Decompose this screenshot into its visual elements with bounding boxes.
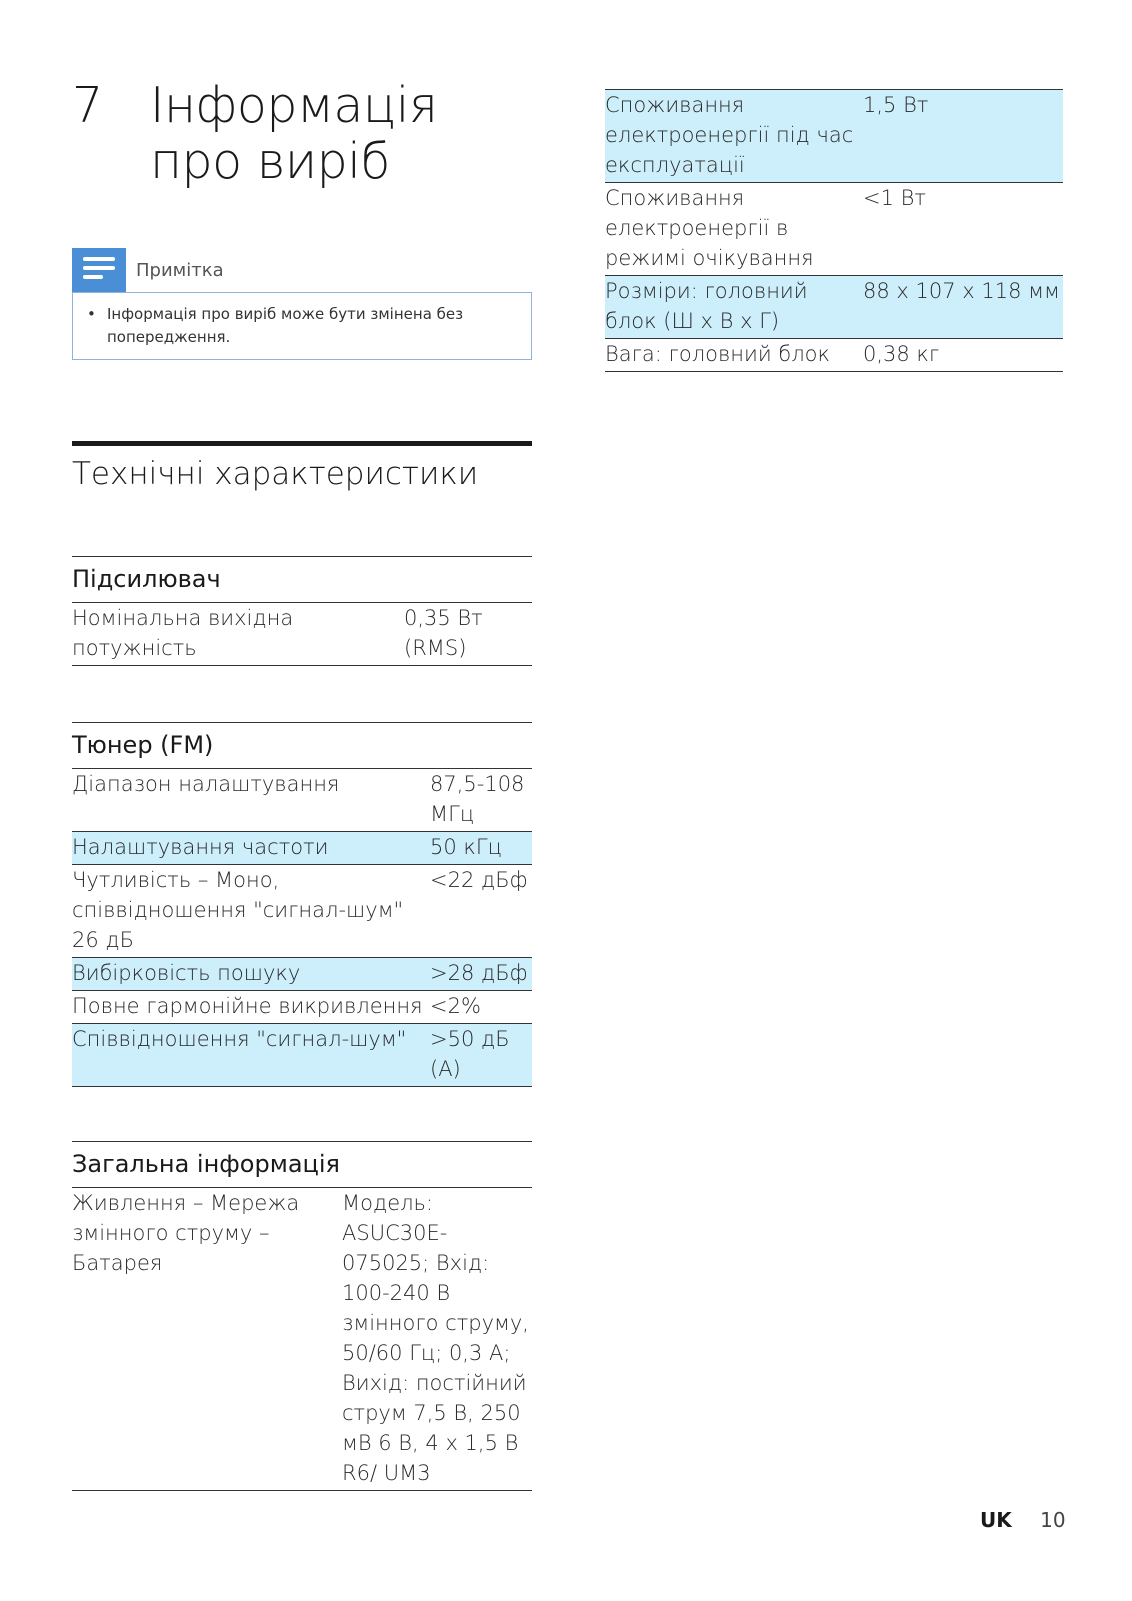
tuner-title: Тюнер (FM) <box>72 722 532 769</box>
spec-value: 50 кГц <box>430 835 502 859</box>
amplifier-section <box>72 556 532 666</box>
tuner-section <box>72 722 532 1087</box>
spec-label: Чутливість – Моно, співвідношення "сигнал-шум" 26 дБ <box>72 868 404 952</box>
table-row <box>72 832 532 865</box>
spec-label: Вага: головний блок <box>605 342 830 366</box>
spec-value: <2% <box>430 994 481 1018</box>
spec-value: 0,38 кг <box>863 342 940 366</box>
spec-label: Споживання електроенергії під час експлуатації <box>605 93 854 177</box>
spec-label: Вибірковість пошуку <box>72 961 301 985</box>
table-row <box>605 339 1063 372</box>
spec-label: Живлення – Мережа змінного струму – Батарея <box>72 1191 300 1275</box>
amplifier-title: Підсилювач <box>72 556 532 603</box>
note-content <box>72 292 532 360</box>
table-row <box>605 276 1063 339</box>
note-bullet-item <box>87 303 517 349</box>
spec-value: 88 x 107 x 118 мм <box>863 279 1060 303</box>
spec-label: Розміри: головний блок (Ш x В x Г) <box>605 279 808 333</box>
page-number: 10 <box>1040 1508 1066 1532</box>
table-row <box>605 183 1063 276</box>
spec-value: >28 дБф <box>430 961 528 985</box>
spec-value: <1 Вт <box>863 186 926 210</box>
table-row <box>72 865 532 958</box>
spec-label: Діапазон налаштування <box>72 772 340 796</box>
spec-value: <22 дБф <box>430 868 528 892</box>
spec-label: Номінальна вихідна потужність <box>72 606 294 660</box>
spec-label: Споживання електроенергії в режимі очікування <box>605 186 814 270</box>
general-title: Загальна інформація <box>72 1141 532 1188</box>
spec-label: Співвідношення "сигнал-шум" <box>72 1027 407 1051</box>
chapter-number: 7 <box>72 77 104 134</box>
note-header <box>72 248 532 292</box>
spec-section-title: Технічні характеристики <box>72 441 532 492</box>
bullet-icon: • <box>87 305 96 323</box>
spec-value: >50 дБ (A) <box>430 1027 510 1081</box>
note-box <box>72 248 532 360</box>
spec-value: 1,5 Вт <box>863 93 929 117</box>
spec-label: Налаштування частоти <box>72 835 329 859</box>
table-row <box>605 90 1063 183</box>
note-icon <box>72 248 126 292</box>
table-row <box>72 958 532 991</box>
table-row <box>72 1024 532 1087</box>
general-section <box>72 1141 532 1491</box>
note-text: Інформація про виріб може бути змінена без попередження. <box>107 305 464 346</box>
table-row <box>72 1188 532 1491</box>
note-label: Примітка <box>136 260 224 281</box>
power-dimensions-table <box>605 89 1063 372</box>
spec-value: Модель: ASUC30E-075025; Вхід: 100-240 В змінного струму, 50/60 Гц; 0,3 A; Вихід: постійний струм 7,5 В, 250 мВ 6 В, 4 x 1,5 В R6/ UM3 <box>342 1191 529 1485</box>
spec-label: Повне гармонійне викривлення <box>72 994 423 1018</box>
spec-value: 0,35 Вт (RMS) <box>404 606 483 660</box>
table-row <box>72 769 532 832</box>
page-footer <box>980 1508 1066 1532</box>
table-row <box>72 991 532 1024</box>
spec-value: 87,5-108 МГц <box>430 772 525 826</box>
chapter-heading <box>72 78 542 190</box>
table-row <box>72 603 532 666</box>
chapter-title: Інформація про виріб <box>150 77 438 190</box>
language-code: UK <box>980 1508 1012 1532</box>
